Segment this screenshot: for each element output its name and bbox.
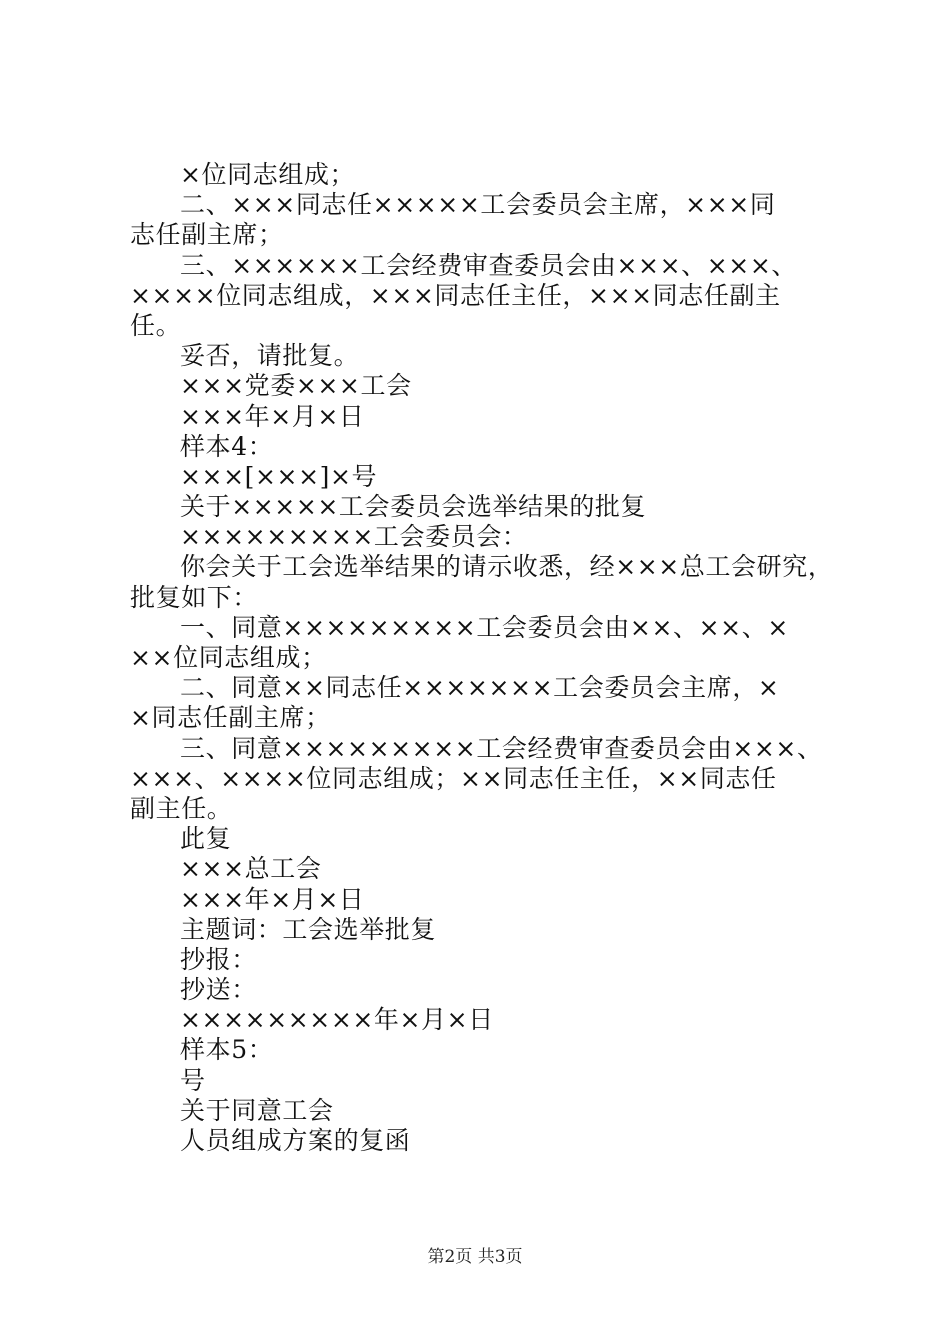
date-line: ×××××××××年×月×日 — [180, 1005, 494, 1035]
text-line: 一、同意×××××××××工会委员会由××、××、× — [180, 612, 789, 642]
document-number: ×××[×××]×号 — [180, 461, 378, 491]
document-title: 人员组成方案的复函 — [180, 1126, 411, 1155]
text-line: 批复如下： — [130, 582, 259, 612]
text-line: 三、同意×××××××××工会经费审查委员会由×××、 — [180, 733, 823, 763]
text-line: 妥否，请批复。 — [180, 341, 360, 371]
text-line: 此复 — [180, 824, 232, 854]
text-line: ××××位同志组成，×××同志任主任，×××同志任副主 — [130, 280, 781, 310]
text-line: 志任副主席； — [130, 220, 284, 250]
cc-report: 抄报： — [180, 944, 257, 974]
text-line: ×同志任副主席； — [130, 703, 331, 733]
document-number: 号 — [180, 1065, 206, 1095]
text-line: ×××年×月×日 — [180, 401, 365, 431]
document-body — [130, 160, 835, 1156]
page-footer: 第2页 共3页 — [427, 1247, 523, 1267]
sample-heading: 样本5： — [180, 1035, 274, 1065]
text-line: ×××、××××位同志组成；××同志任主任，××同志任 — [130, 763, 777, 793]
text-line: ×××党委×××工会 — [180, 371, 412, 401]
signature: ×××总工会 — [180, 854, 322, 884]
text-line: 任。 — [130, 310, 182, 340]
text-line: 二、×××同志任×××××工会委员会主席，×××同 — [180, 190, 776, 220]
document-title: 关于×××××工会委员会选举结果的批复 — [180, 492, 647, 522]
document-title: 关于同意工会 — [180, 1095, 334, 1125]
addressee: ×××××××××工会委员会： — [180, 522, 528, 552]
text-line: 二、同意××同志任×××××××工会委员会主席，× — [180, 673, 780, 703]
subject-words: 主题词：工会选举批复 — [180, 914, 437, 944]
cc-send: 抄送： — [180, 975, 257, 1005]
text-line: ×位同志组成； — [180, 160, 356, 189]
sample-heading: 样本4： — [180, 431, 274, 461]
text-line: 副主任。 — [130, 793, 233, 823]
text-line: 你会关于工会选举结果的请示收悉，经×××总工会研究， — [180, 552, 834, 582]
date-line: ×××年×月×日 — [180, 884, 365, 914]
text-line: ××位同志组成； — [130, 643, 327, 672]
text-line: 三、××××××工会经费审查委员会由×××、×××、 — [180, 250, 797, 280]
